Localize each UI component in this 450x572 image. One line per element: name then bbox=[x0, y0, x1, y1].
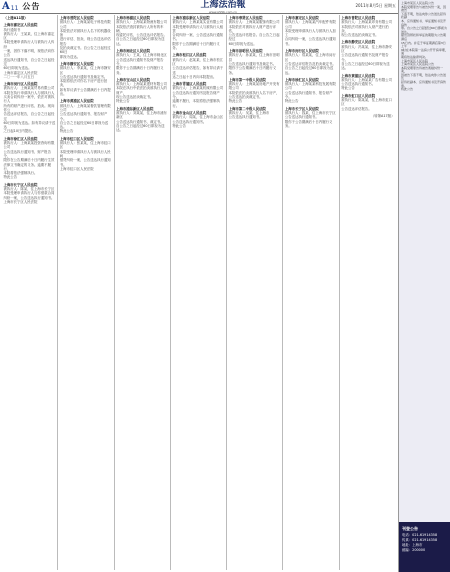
notice-line: 被执行人：上海某某贸易有限公司 bbox=[3, 86, 55, 91]
notice-line: 60日即视为送达。如有异议请于送达 bbox=[3, 120, 56, 130]
notice-line: 上海市长宁区人民法院 bbox=[3, 199, 38, 204]
notice-line: 被执行人：钱某，住上海市长宁区 bbox=[284, 110, 336, 115]
notice-line: 本院依法查封被执行人所有的车辆， bbox=[116, 24, 164, 33]
notice-item bbox=[229, 107, 281, 120]
notice-title: 上海市黄浦区人民法院 bbox=[59, 99, 94, 104]
notice-line: 公告送达执行通知书。 bbox=[228, 115, 263, 120]
notice-item bbox=[4, 16, 56, 20]
notice-line: 限你于公告期满后十日内履行义务。 bbox=[284, 119, 333, 128]
notice-line: 纠纷一案，公告送达执行通知书。 bbox=[3, 195, 55, 200]
notice-line: 被执行人：王某某，住上海市嘉定区 bbox=[3, 31, 55, 41]
notice-title: 上海市宝山区人民法院 bbox=[116, 77, 150, 82]
notice-line: 被执行人：上海某某投资咨询有限公司 bbox=[3, 141, 55, 150]
notice-line: 被执行人：陈某，住上海市长宁区 bbox=[3, 186, 55, 191]
notice-line: 被执行人：上海某某科技发展有限公司 bbox=[284, 82, 336, 91]
notice-title: 上海市嘉定区人民法院 bbox=[284, 16, 319, 20]
contact-lines bbox=[402, 533, 448, 553]
notice-line: 限你在公告期满后十日内履行生效 bbox=[3, 158, 55, 163]
notice-item bbox=[4, 137, 56, 180]
right-column bbox=[398, 0, 450, 572]
contact-box bbox=[399, 522, 450, 572]
right-column-text bbox=[399, 0, 450, 500]
notice-item bbox=[229, 78, 281, 104]
notice-item bbox=[341, 74, 394, 91]
notice-title: 上海市崇明县人民法院 bbox=[228, 49, 263, 54]
continued-note: （转第A17版） bbox=[370, 113, 395, 118]
notice-title: 上海市徐汇区人民法院 bbox=[3, 136, 38, 141]
notice-line: 公告送达评估报告。自公告之日起经过 bbox=[228, 33, 280, 42]
notice-item bbox=[116, 16, 168, 46]
notice-item bbox=[60, 16, 112, 59]
notice-line: 自公告之日起经过60日即视为送达。 bbox=[59, 120, 109, 130]
notice-line: 被执行人：吴某，住上海市 bbox=[228, 110, 270, 115]
notice-line: 被执行人：上海某某印务有限公司 bbox=[341, 20, 393, 25]
notice-line: 公告送达评估报告。 bbox=[341, 106, 372, 111]
notice-line: 被执行人：上海某某建材有限公司 bbox=[116, 82, 167, 87]
notice-line: 逾期不履行，本院将依法强制执行。 bbox=[172, 99, 220, 108]
notice-line: 本院在执行中依法拍卖被执行人的财产， bbox=[116, 86, 167, 95]
notice-line: 本院受理申请执行人与被执行人纠纷 bbox=[3, 40, 55, 49]
notice-line: 借贷纠纷一案，公告送达执行通知书。 bbox=[59, 158, 111, 167]
notice-item bbox=[341, 40, 394, 70]
right-column-line: 本院受理原告与被告纠纷一案，因被告 bbox=[401, 4, 447, 13]
notice-item bbox=[229, 16, 281, 46]
notice-line: 特此公告 bbox=[341, 86, 355, 91]
notice-item bbox=[4, 82, 56, 134]
notice-line: 公告送达执行通知书。 bbox=[341, 82, 376, 87]
notice-title: 上海市奉贤区人民法院 bbox=[228, 16, 263, 20]
notice-title: 上海市杨浦区人民法院 bbox=[116, 16, 150, 20]
notice-title: 上海市浦东新区人民法院 bbox=[172, 16, 210, 20]
notice-line: 公告送达执行通知书、报告财产令。 bbox=[59, 112, 108, 121]
notice-item bbox=[60, 137, 112, 171]
notice-column bbox=[340, 15, 396, 570]
notice-title: （上接A11版） bbox=[3, 16, 28, 20]
notice-title: 上海市普陀区人民法院 bbox=[59, 16, 94, 20]
notice-line: 自公告之日起经过60日即视为送达。 bbox=[116, 123, 165, 133]
notice-item bbox=[285, 49, 337, 75]
notice-item bbox=[285, 78, 337, 104]
notice-line: 被执行人：上海某某电子科技有限公司 bbox=[59, 20, 111, 29]
notice-line: 特此公告 bbox=[59, 129, 74, 134]
notice-line: 本院依法对被执行人财产进行拍卖， bbox=[341, 24, 389, 33]
notice-item bbox=[172, 82, 224, 108]
notice-line: 限你于公告期满后十日内履行义务。 bbox=[228, 66, 277, 75]
notice-line: 本院受理申请执行人与被执行人租赁 bbox=[172, 24, 224, 33]
notice-line: 进行评估、拍卖，现公告送达评估报告 bbox=[59, 37, 111, 46]
notice-title: 上海市闸北区人民法院 bbox=[116, 49, 150, 54]
notice-line: 本院在执行申请执行人与被执行人 bbox=[3, 90, 55, 95]
notice-title: 上海市金山区人民法院 bbox=[172, 110, 207, 115]
notice-line: 公告送达执行通知书及裁定书。 bbox=[228, 61, 277, 66]
notice-line: 公告送达执行通知书、报告财产令。 bbox=[284, 90, 333, 100]
notice-line: 执行通知书 bbox=[3, 27, 21, 32]
notice-line: 特此公告 bbox=[3, 175, 18, 180]
notice-line: 特此公告 bbox=[284, 99, 299, 104]
notice-line: 公告送达评估报告，如有异议请于送 bbox=[172, 66, 224, 75]
notice-line: 60日即视为送达。 bbox=[3, 66, 32, 71]
notice-line: 一案，因你下落不明，现依法向你公告 bbox=[3, 49, 55, 58]
notice-line: 公告送达执行通知书、财产报告令， bbox=[3, 149, 51, 158]
notice-column bbox=[283, 15, 339, 570]
right-column-line: 上海市某区人民法院公告 bbox=[401, 62, 435, 67]
notice-item bbox=[285, 107, 337, 128]
notice-item bbox=[229, 49, 281, 75]
right-column-line: 下落不明，依法向你公告送达起诉状副 bbox=[401, 11, 447, 20]
notice-line: 现公告送达拍卖裁定书。 bbox=[116, 95, 154, 100]
notice-item bbox=[116, 49, 168, 75]
notice-line: 公告送达执行通知书。 bbox=[284, 115, 319, 120]
notice-title: 上海市青浦区人民法院 bbox=[172, 82, 207, 87]
notice-item bbox=[341, 16, 394, 37]
notice-line: 本院将依法对你名下房产进行拍卖， bbox=[59, 79, 108, 88]
notice-line: 被执行人：孙某某，住上海市崇明县 bbox=[228, 53, 280, 62]
notice-line: 及拍卖裁定书。自公告之日起经过60日 bbox=[59, 46, 111, 55]
right-column-line: 起诉状副本、应诉通知书及开庭传票。 bbox=[401, 80, 447, 88]
notice-line: 本院依法对被执行人财产进行评估， bbox=[228, 24, 277, 33]
notice-title: 上海市嘉定区人民法院 bbox=[3, 23, 38, 28]
notice-item bbox=[172, 111, 224, 128]
notice-line: 被执行人：上海某某汽车配件有限公司 bbox=[284, 20, 336, 29]
notice-line: 达之日起十日内向本院提出。 bbox=[172, 74, 217, 79]
notice-line: 被执行人：赵某某，住上海市松江区 bbox=[172, 57, 224, 66]
notice-item bbox=[116, 107, 168, 133]
right-column-line: 提出答辩状和举证的期限为公告期满后 bbox=[401, 33, 447, 41]
notice-line: 法律文书确定的义务。逾期不履行， bbox=[3, 162, 51, 171]
notice-line: 特此公告 bbox=[172, 123, 186, 128]
contact-line: 地址：上海市 bbox=[402, 543, 423, 547]
notice-line: 上海市虹口区人民法院 bbox=[59, 166, 94, 171]
notice-line: 公告送达执行通知书及财产报告令， bbox=[116, 57, 164, 66]
contact-line: 邮编：200000 bbox=[402, 548, 426, 552]
right-column-line: 上海市某区人民法院公告 bbox=[401, 1, 435, 5]
notice-line: 本院依法拍卖被执行人名下房产， bbox=[228, 90, 280, 95]
right-column-line: 期将依法缺席判决。 bbox=[401, 54, 429, 59]
notice-line: 自公告之日起经过60日即视为送达。 bbox=[284, 66, 334, 75]
notice-column bbox=[227, 15, 283, 570]
notice-title: 上海市虹口区人民法院 bbox=[341, 93, 376, 98]
notice-line: 被执行人：刘某某，住上海市浦东新区 bbox=[116, 110, 167, 120]
notice-line: 被执行人：上海某某机械有限公司 bbox=[172, 86, 224, 91]
notice-line: 本院依法对被执行人名下的机器设备 bbox=[59, 28, 111, 38]
notice-line: 特此公告 bbox=[116, 99, 130, 104]
notice-item bbox=[60, 62, 112, 96]
notice-line: 被执行人：李某某，住上海市静安区 bbox=[59, 66, 111, 75]
notice-item bbox=[4, 23, 56, 79]
notice-line: 二〇一一年八月五日 bbox=[3, 74, 35, 79]
masthead-url: www.shfzb.com.cn bbox=[209, 10, 237, 14]
notice-line: 公告送达拍卖裁定书。 bbox=[228, 95, 263, 100]
page-number: 11 bbox=[10, 4, 19, 12]
notice-title: 上海市长宁区人民法院 bbox=[3, 182, 38, 187]
right-column-line: 因被告下落不明，依法向你公告送达 bbox=[401, 72, 447, 81]
right-column-line: 本院受理原告诉被告离婚纠纷一案， bbox=[401, 65, 444, 74]
notice-line: 被执行人：上海某某服饰有限公司 bbox=[228, 20, 280, 25]
notice-title: 上海市闵行区人民法院 bbox=[3, 82, 38, 87]
page-letter: A bbox=[2, 1, 10, 12]
notice-line: 公告送达评估报告及拍卖裁定书。 bbox=[284, 61, 336, 66]
notice-line: 被执行人：张某某，住上海市虹口区 bbox=[59, 141, 111, 150]
contact-line: 电话：021-61914358 bbox=[402, 533, 438, 537]
notice-line: 告送达评估报告，自公告之日起经过 bbox=[3, 112, 55, 121]
right-column-line: 特此公告 bbox=[401, 87, 414, 92]
notice-line: 如有异议请于公告期满后十日内提出。 bbox=[59, 87, 111, 97]
notice-title: 上海市第二中级人民法院 bbox=[228, 106, 266, 111]
notice-line: 本院将依法强制执行。 bbox=[3, 171, 38, 176]
notice-column bbox=[115, 15, 171, 570]
notice-line: 被执行人：郑某某，住上海市闵行区 bbox=[284, 53, 336, 62]
notice-line: 被执行人：上海某某物流有限公司 bbox=[116, 20, 167, 25]
notice-line: 特此公告 bbox=[228, 99, 243, 104]
notice-item bbox=[172, 16, 224, 50]
right-column-line: 上海市某区人民法院 bbox=[401, 58, 429, 63]
notice-line: 被执行人：冯某某，住上海市静安区 bbox=[341, 44, 393, 54]
notice-title: 上海市静安区人民法院 bbox=[341, 40, 376, 45]
notice-line: 买卖合同纠纷一案中，依法对被执行人 bbox=[3, 95, 55, 104]
notice-line: 被执行人：上海某某实业有限公司 bbox=[172, 20, 224, 25]
notice-line: 自公告之日起经过60日即视为送达。 bbox=[116, 37, 165, 46]
right-column-line: 9时在本院第一法庭公开开庭审理，逾 bbox=[401, 47, 448, 56]
notice-line: 被执行人：上海某某房地产开发有限公司 bbox=[228, 82, 280, 91]
notice-line: 限你于公告期满后十日内履行义务。 bbox=[172, 41, 220, 51]
notice-line: 被执行人：陈某某，住上海市虹口区 bbox=[341, 98, 393, 107]
notice-line: 被执行人：上海某某广告有限公司 bbox=[341, 77, 393, 82]
notice-line: 公告送达执行通知书。 bbox=[172, 119, 207, 124]
page-badge bbox=[2, 1, 18, 13]
notice-line: 送达执行通知书，自公告之日起经过 bbox=[3, 57, 55, 66]
notice-line: 60日即视为送达。 bbox=[228, 41, 257, 46]
right-column-line: 票。自公告之日起经过60日即视为送达。 bbox=[401, 26, 447, 34]
notice-column bbox=[171, 15, 227, 570]
section-title: 公告 bbox=[22, 2, 41, 11]
notice-title: 上海市虹口区人民法院 bbox=[59, 136, 94, 141]
notice-item bbox=[4, 183, 56, 204]
masthead-logo: 上海法治報 bbox=[200, 0, 246, 10]
notice-column bbox=[2, 15, 58, 570]
notice-column bbox=[58, 15, 114, 570]
notice-line: 合同纠纷一案，公告送达执行通知书。 bbox=[284, 37, 336, 46]
right-column-line: 本、应诉通知书、举证通知书及开庭传 bbox=[401, 18, 447, 27]
notice-line: 公告送达执行通知书及报告财产令。 bbox=[172, 90, 220, 100]
notice-title: 上海市静安区人民法院 bbox=[59, 61, 94, 66]
notice-line: 所有的财产进行评估、拍卖。现向你公 bbox=[3, 103, 55, 112]
notice-columns bbox=[2, 15, 396, 570]
notice-line: 之日起10日内提出。 bbox=[3, 129, 35, 134]
dateline: 2011年8月5日 星期五 bbox=[355, 3, 396, 8]
notice-line: 被执行人：上海某某餐饮管理有限公司 bbox=[59, 103, 111, 112]
notice-item bbox=[60, 99, 112, 133]
notice-line: 公告送达执行通知书及裁定书。 bbox=[59, 74, 108, 79]
notice-item bbox=[285, 16, 337, 46]
right-column-line: 15日内。并定于举证期满后第3日上午 bbox=[401, 40, 446, 49]
notice-line: 公告送达执行通知书、裁定书。 bbox=[116, 119, 164, 124]
notice-title: 上海市黄浦区人民法院 bbox=[341, 73, 376, 78]
contact-title: 刊登公告 bbox=[402, 526, 418, 531]
notice-line: 现委托评估，公告送达评估报告。 bbox=[116, 33, 167, 38]
notice-item bbox=[172, 53, 224, 79]
notice-line: 即视为送达。 bbox=[59, 54, 81, 59]
notice-line: 本院受理申请执行人与被执行人加工 bbox=[284, 28, 336, 38]
notice-line: 合同纠纷一案，公告送达执行通知书。 bbox=[172, 33, 224, 42]
notice-title: 上海市长宁区人民法院 bbox=[284, 106, 319, 111]
notice-line: 限你于公告期满后十日内履行义务。 bbox=[116, 66, 164, 75]
notice-line: 现公告送达拍卖裁定书。 bbox=[341, 33, 379, 38]
notice-line: 被执行人：周某，住上海市金山区 bbox=[172, 115, 224, 120]
notice-title: 上海市第一中级人民法院 bbox=[228, 77, 266, 82]
notice-item bbox=[116, 78, 168, 104]
notice-title: 上海市徐汇区人民法院 bbox=[284, 77, 319, 82]
notice-title: 上海市闵行区人民法院 bbox=[284, 49, 319, 54]
notice-line: 被执行人：王某，住上海市闸北区 bbox=[116, 53, 167, 58]
notice-line: 本院受理申请执行人与被执行人民间 bbox=[59, 149, 111, 158]
notice-line: 公告送达执行通知书及财产报告令。 bbox=[341, 53, 389, 62]
notice-line: 上海市嘉定区人民法院 bbox=[3, 70, 38, 75]
contact-line: 传真：021-61914358 bbox=[402, 538, 438, 542]
notice-line: 本院受理申请执行人与你借款合同 bbox=[3, 191, 55, 196]
notice-title: 上海市普陀区人民法院 bbox=[341, 16, 376, 20]
notice-title: 上海市松江区人民法院 bbox=[172, 53, 207, 58]
notice-title: 上海市浦东新区人民法院 bbox=[116, 106, 154, 111]
notice-line: 自公告之日起经过60日即视为送达。 bbox=[341, 61, 390, 71]
notice-item bbox=[341, 94, 394, 111]
